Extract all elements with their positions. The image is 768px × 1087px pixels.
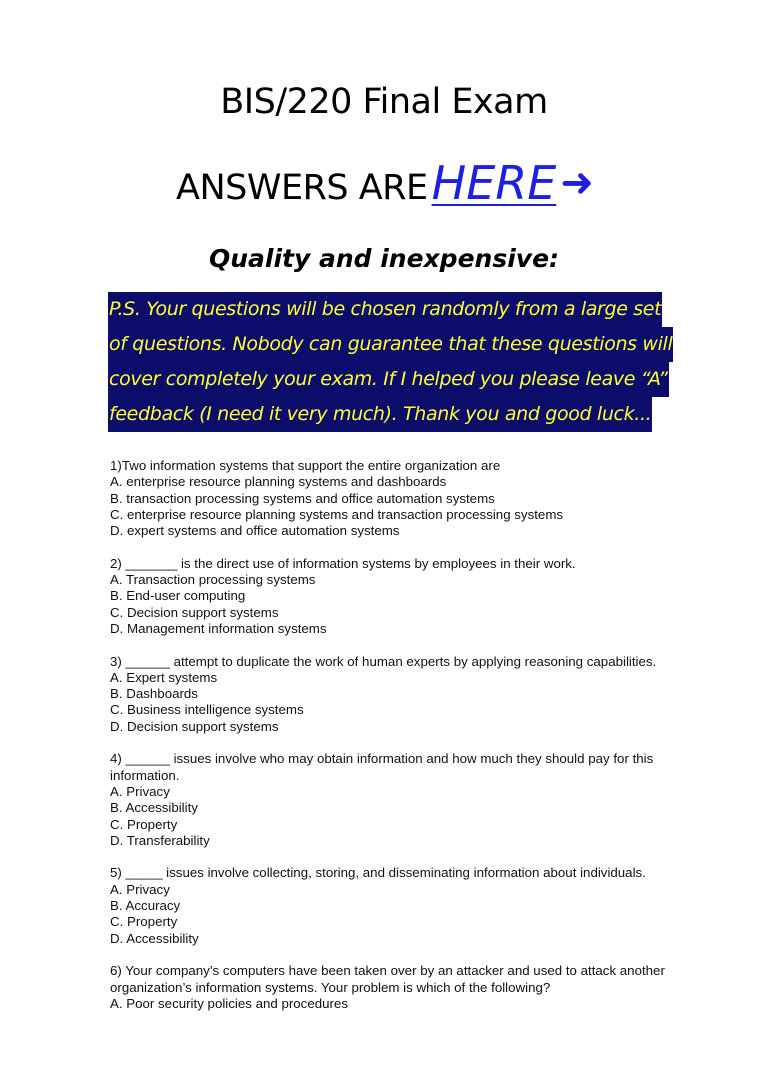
question-block xyxy=(110,865,720,946)
question-block xyxy=(110,751,720,849)
answer-option: D. expert systems and office automation systems xyxy=(110,523,400,539)
answer-option: C. Property xyxy=(110,914,178,930)
page-title: BIS/220 Final Exam xyxy=(220,82,548,122)
question-text: 2) _______ is the direct use of information systems by employees in their work. xyxy=(110,555,576,571)
answer-option: B. Accessibility xyxy=(110,800,198,816)
notice-line: P.S. Your questions will be chosen randomly from a large set xyxy=(108,292,662,327)
question-text: 6) Your company’s computers have been taken over by an attacker and used to attack another organization’s information systems. Your problem is which of the following? xyxy=(110,963,669,995)
answer-option: A. Privacy xyxy=(110,783,170,799)
answers-line xyxy=(176,156,594,210)
notice-line: of questions. Nobody can guarantee that these questions will xyxy=(108,327,673,362)
answer-option: A. Poor security policies and procedures xyxy=(110,995,348,1011)
answer-option: B. Accuracy xyxy=(110,898,181,914)
answer-option: A. Transaction processing systems xyxy=(110,572,316,588)
question-text: 3) ______ attempt to duplicate the work of human experts by applying reasoning capabilities. xyxy=(110,653,657,669)
answer-option: A. enterprise resource planning systems and dashboards xyxy=(110,474,447,490)
answer-option: D. Decision support systems xyxy=(110,718,279,734)
answer-option: D. Accessibility xyxy=(110,930,199,946)
question-text: 1)Two information systems that support the entire organization are xyxy=(110,458,501,473)
question-block xyxy=(110,963,720,1012)
question-text: 4) ______ issues involve who may obtain information and how much they should pay for this information. xyxy=(110,751,657,783)
answer-option: B. Dashboards xyxy=(110,686,198,702)
answer-option: C. Business intelligence systems xyxy=(110,702,304,718)
answer-option: A. Expert systems xyxy=(110,669,218,685)
question-list xyxy=(110,458,720,1028)
answer-option: D. Management information systems xyxy=(110,620,327,636)
answer-option: B. transaction processing systems and office automation systems xyxy=(110,490,495,506)
question-block xyxy=(110,458,720,539)
answers-prefix: ANSWERS ARE xyxy=(176,168,428,208)
notice-line: cover completely your exam. If I helped you please leave “A” xyxy=(108,362,669,397)
answer-option: C. enterprise resource planning systems and transaction processing systems xyxy=(110,506,564,522)
subtitle: Quality and inexpensive: xyxy=(208,244,560,273)
answer-option: C. Property xyxy=(110,816,178,832)
notice-box xyxy=(108,292,708,432)
right-arrow-icon: ➜ xyxy=(560,161,594,205)
answer-option: A. Privacy xyxy=(110,881,170,897)
question-block xyxy=(110,556,720,637)
answer-option: C. Decision support systems xyxy=(110,604,279,620)
question-text: 5) _____ issues involve collecting, storing, and disseminating information about individuals. xyxy=(110,865,646,881)
here-link[interactable]: HERE xyxy=(431,156,557,210)
question-block xyxy=(110,654,720,735)
notice-line: feedback (I need it very much). Thank you and good luck... xyxy=(108,397,652,432)
answer-option: B. End-user computing xyxy=(110,588,246,604)
answer-option: D. Transferability xyxy=(110,832,210,848)
